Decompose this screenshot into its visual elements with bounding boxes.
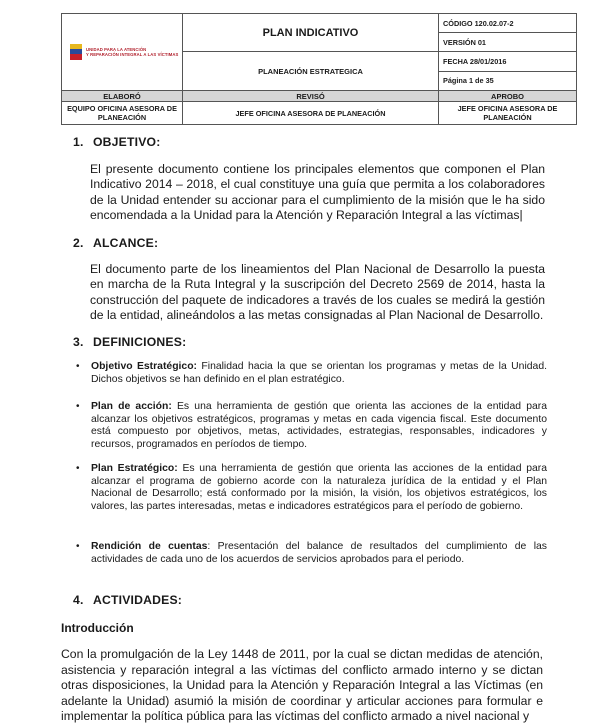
logo-text-line2: Y REPARACIÓN INTEGRAL A LAS VÍCTIMAS: [86, 52, 179, 57]
document-title: PLAN INDICATIVO: [183, 14, 439, 52]
logo-text-line1: UNIDAD PARA LA ATENCIÓN: [86, 47, 147, 52]
definition-text: Finalidad hacia la que se orientan los programas y metas de la Unidad. Dichos objetivos se han definido en el plan estratégico.: [91, 361, 547, 385]
section-actividades-heading: [73, 593, 182, 607]
definition-text: : Presentación del balance de resultados del cumplimiento de las actividades de cada uno de los acuerdos de servicios aprobados para el periodo.: [91, 541, 547, 565]
definition-term: Plan de acción:: [91, 401, 172, 412]
section-title: OBJETIVO:: [93, 135, 161, 149]
definition-text: Es una herramienta de gestión que orienta las acciones de la entidad para alcanzar el programa de gobierno acorde con la naturaleza jurídica de la entidad y el Plan Nacional de Desarrollo; está conformado por la misión, la visión, los objetivos estratégicos, los valores, las partes interesadas, metas e indicadores estratégicos para el período de gobierno.: [91, 463, 547, 512]
col-aprobo: APROBO: [439, 91, 577, 102]
list-item: [73, 541, 547, 566]
document-header-table: [61, 13, 577, 125]
col-elaboro: ELABORÓ: [62, 91, 183, 102]
fecha-field: FECHA 28/01/2016: [439, 52, 577, 72]
section-number: 2.: [73, 236, 84, 250]
definition-term: Plan Estratégico:: [91, 463, 178, 474]
bullet-icon: •: [76, 541, 80, 552]
section-alcance-text: El documento parte de los lineamientos del Plan Nacional de Desarrollo la puesta en marcha de la Ruta Integral y la suscripción del Decreto 2569 de 2014, hasta la construcción del paquete de indicadores a través de los cuales se medirá la gestión de la entidad, alineándolos a las metas consignadas al Plan Nacional de Desarrollo.: [90, 262, 545, 322]
section-definiciones-heading: [73, 335, 186, 349]
section-alcance-heading: [73, 236, 158, 250]
bullet-icon: •: [76, 361, 80, 372]
section-title: ACTIVIDADES:: [93, 593, 183, 607]
logo-cell: [62, 14, 183, 91]
bullet-icon: •: [76, 463, 80, 474]
val-reviso: JEFE OFICINA ASESORA DE PLANEACIÓN: [183, 102, 439, 125]
list-item: [73, 463, 547, 513]
section-objetivo-heading: [73, 135, 161, 149]
document-subtitle: PLANEACIÓN ESTRATEGICA: [183, 52, 439, 91]
unidad-victimas-logo: [62, 44, 182, 60]
section-title: DEFINICIONES:: [93, 335, 187, 349]
section-objetivo-text: El presente documento contiene los principales elementos que componen el Plan Indicativo 2014 – 2018, el cual constituye una guía que permita a los colaboradores de la Unidad entender su accionar para el cumplimiento de la misión que le ha sido encomendada a la Unidad para la Atención y Reparación Integral a las víctimas|: [90, 162, 545, 222]
pagina-field: Página 1 de 35: [439, 71, 577, 91]
val-elaboro: EQUIPO OFICINA ASESORA DE PLANEACIÓN: [62, 102, 183, 125]
definition-text: Es una herramienta de gestión que orienta las acciones de la entidad para alcanzar los objetivos estratégicos, programas y metas en cada vigencia fiscal. Este documento está compuesto por objetivos, metas, actividades, estrategias, responsables, indicadores y recursos, programados en períodos de tiempo.: [91, 401, 547, 450]
list-item: [73, 401, 547, 451]
codigo-field: CÓDIGO 120.02.07-2: [439, 14, 577, 33]
bullet-icon: •: [76, 401, 80, 412]
section-number: 1.: [73, 135, 84, 149]
version-field: VERSIÓN 01: [439, 33, 577, 52]
section-number: 4.: [73, 593, 84, 607]
col-reviso: REVISÓ: [183, 91, 439, 102]
val-aprobo: JEFE OFICINA ASESORA DE PLANEACIÓN: [439, 102, 577, 125]
list-item: [73, 361, 547, 386]
definition-term: Objetivo Estratégico:: [91, 361, 198, 372]
introduccion-heading: Introducción: [61, 621, 134, 635]
definition-term: Rendición de cuentas: [91, 541, 208, 552]
flag-icon: [70, 44, 82, 60]
introduccion-text: Con la promulgación de la Ley 1448 de 2011, por la cual se dictan medidas de atención, asistencia y reparación integral a las víctimas del conflicto armado interno y se dictan otras disposiciones, la Unidad para la Atención y Reparación Integral a las Víctimas (en adelante la Unidad) asumió la misión de coordinar y articular acciones para formular e implementar la política pública para las víctimas del conflicto armado a nivel nacional y: [61, 647, 543, 724]
section-title: ALCANCE:: [93, 236, 159, 250]
section-number: 3.: [73, 335, 84, 349]
